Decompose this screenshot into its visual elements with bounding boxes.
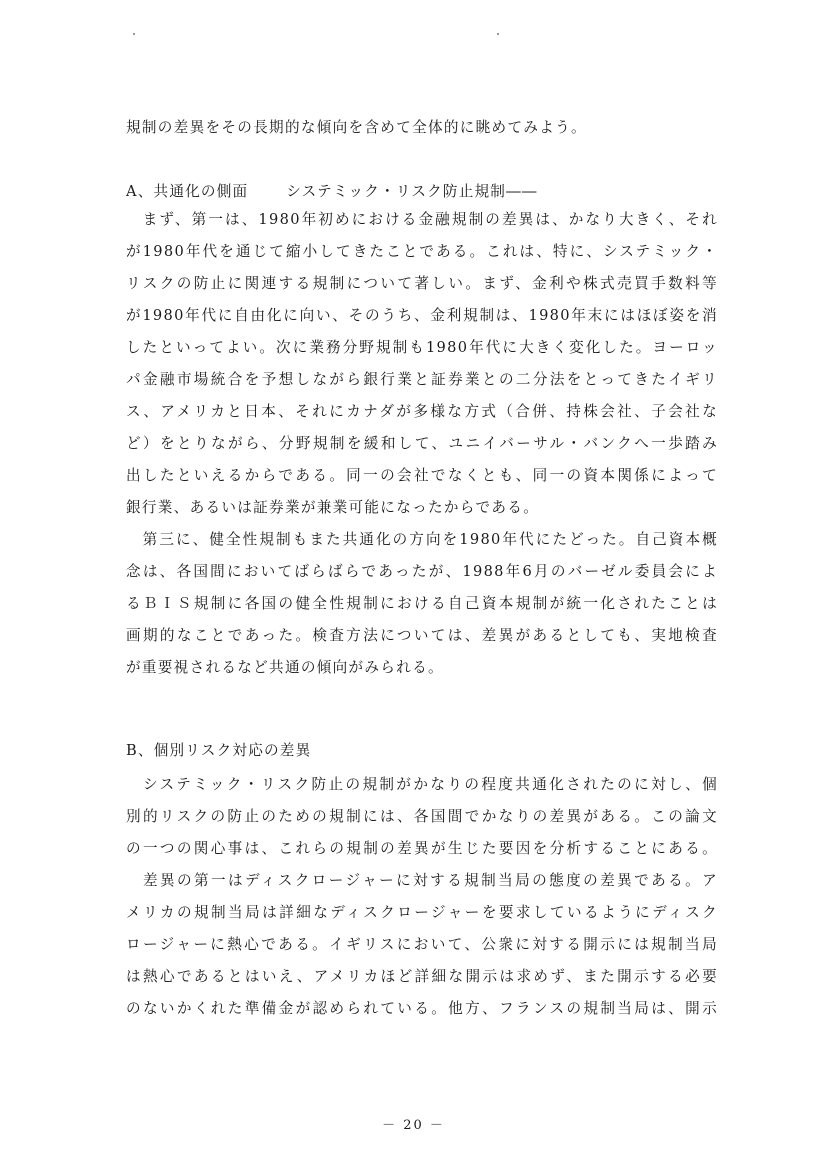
body-line: ロージャーに熱心である。イギリスにおいて、公衆に対する開示には規制当局 bbox=[126, 936, 718, 953]
section-a-heading bbox=[126, 182, 538, 202]
section-a-title: A、共通化の側面 bbox=[126, 183, 249, 200]
body-line: パ金融市場統合を予想しながら銀行業と証券業との二分法をとってきたイギリ bbox=[126, 371, 718, 388]
body-line: したといってよい。次に業務分野規制も1980年代に大きく変化した。ヨーロッ bbox=[126, 339, 718, 356]
body-line: が1980年代を通じて縮小してきたことである。これは、特に、システミック・ bbox=[126, 243, 718, 260]
body-line: ス、アメリカと日本、それにカナダが多様な方式（合併、持株会社、子会社な bbox=[126, 403, 718, 420]
body-line: 銀行業、あるいは証券業が兼業可能になったからである。 bbox=[126, 499, 540, 516]
body-line: の一つの関心事は、これらの規制の差異が生じた要因を分析することにある。 bbox=[126, 840, 718, 857]
section-a-subtitle: システミック・リスク防止規制―― bbox=[286, 183, 538, 200]
body-line: 別的リスクの防止のための規制には、各国間でかなりの差異がある。この論文 bbox=[126, 808, 718, 825]
body-line: るＢＩＳ規制に各国の健全性規制における自己資本規制が統一化されたことは bbox=[126, 595, 718, 612]
body-line: のないかくれた準備金が認められている。他方、フランスの規制当局は、開示 bbox=[126, 1000, 718, 1017]
body-line: が1980年代に自由化に向い、そのうち、金利規制は、1980年末にはほぼ姿を消 bbox=[126, 307, 718, 324]
scan-speck bbox=[497, 33, 499, 35]
body-line: メリカの規制当局は詳細なディスクロージャーを要求しているようにディスク bbox=[126, 904, 718, 921]
body-line: システミック・リスク防止の規制がかなりの程度共通化されたのに対し、個 bbox=[126, 776, 718, 793]
body-line: 画期的なことであった。検査方法については、差異があるとしても、実地検査 bbox=[126, 627, 718, 644]
body-line: は熱心であるとはいえ、アメリカほど詳細な開示は求めず、また開示する必要 bbox=[126, 968, 718, 985]
page-number: － 20 － bbox=[382, 1118, 445, 1133]
body-line: 念は、各国間においてばらばらであったが、1988年6月のバーゼル委員会によ bbox=[126, 563, 718, 580]
body-line: ど）をとりながら、分野規制を緩和して、ユニイバーサル・バンクへ一歩踏み bbox=[126, 435, 718, 452]
section-b-heading: B、個別リスク対応の差異 bbox=[126, 742, 312, 759]
body-line: まず、第一は、1980年初めにおける金融規制の差異は、かなり大きく、それ bbox=[126, 211, 718, 228]
body-line: リスクの防止に関連する規制について著しい。まず、金利や株式売買手数料等 bbox=[126, 275, 718, 292]
body-line: 差異の第一はディスクロージャーに対する規制当局の態度の差異である。ア bbox=[126, 872, 718, 889]
intro-line: 規制の差異をその長期的な傾向を含めて全体的に眺めてみよう。 bbox=[126, 119, 587, 136]
body-line: 出したといえるからである。同一の会社でなくとも、同一の資本関係によって bbox=[126, 467, 718, 484]
body-line: 第三に、健全性規制もまた共通化の方向を1980年代にたどった。自己資本概 bbox=[126, 531, 718, 548]
scan-speck bbox=[133, 33, 135, 35]
body-line: が重要視されるなど共通の傾向がみられる。 bbox=[126, 659, 444, 676]
